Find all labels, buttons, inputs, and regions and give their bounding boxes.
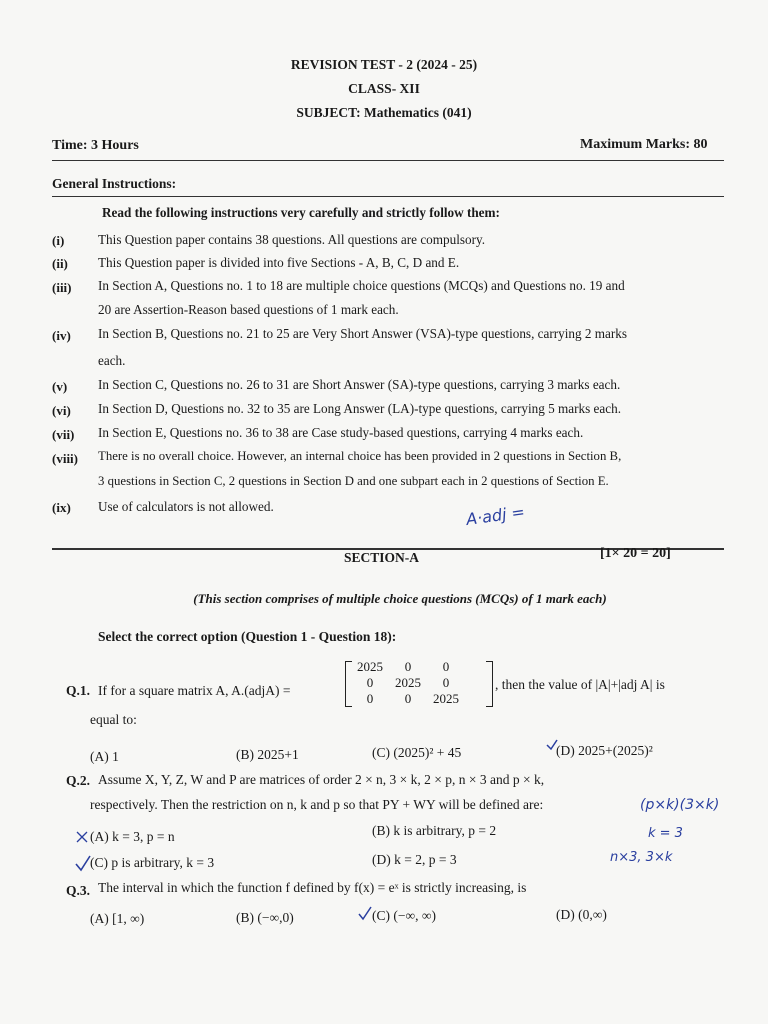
matrix-cell: 0 [404, 691, 412, 706]
handwritten-note-order: (p×k)(3×k) [640, 797, 720, 813]
option-c[interactable]: (C) (2025)² + 45 [372, 745, 462, 760]
instruction-text-cont: 3 questions in Section C, 2 questions in Section D and one subpart each in 2 questions of Section E. [98, 474, 609, 488]
tick-mark-icon [545, 738, 559, 752]
matrix-cell: 2025 [395, 675, 421, 690]
instruction-text: This Question paper is divided into five Sections - A, B, C, D and E. [98, 255, 460, 270]
handwritten-note-k: k = 3 [648, 826, 683, 841]
question-stem-line2: equal to: [90, 712, 137, 727]
option-b[interactable]: (B) (−∞,0) [236, 910, 294, 925]
section-a-marks: [1× 20 = 20] [600, 546, 671, 561]
subject-label: SUBJECT: Mathematics (041) [296, 105, 472, 120]
option-d[interactable]: (D) 2025+(2025)² [556, 743, 653, 758]
instruction-text: In Section D, Questions no. 32 to 35 are Long Answer (LA)-type questions, carrying 5 marks each. [98, 401, 621, 416]
paper-title: REVISION TEST - 2 (2024 - 25) [290, 57, 478, 72]
class-label: CLASS- XII [348, 81, 420, 96]
question-stem-line2: respectively. Then the restriction on n, k and p so that PY + WY will be defined are: [90, 797, 544, 812]
option-b[interactable]: (B) 2025+1 [236, 747, 299, 762]
question-number: Q.3. [66, 883, 91, 898]
instruction-num: (vi) [52, 403, 71, 418]
option-a[interactable]: (A) 1 [90, 749, 119, 764]
option-a[interactable]: (A) [1, ∞) [90, 911, 145, 926]
max-marks-label: Maximum Marks: 80 [580, 137, 708, 152]
instruction-text: In Section E, Questions no. 36 to 38 are Case study-based questions, carrying 4 marks each. [98, 425, 584, 440]
instruction-text-cont: each. [98, 353, 126, 368]
option-b[interactable]: (B) k is arbitrary, p = 2 [372, 823, 497, 838]
instruction-text-cont: 20 are Assertion-Reason based questions of 1 mark each. [98, 302, 399, 317]
instruction-num: (i) [52, 233, 65, 248]
instruction-text: In Section C, Questions no. 26 to 31 are Short Answer (SA)-type questions, carrying 3 marks each. [98, 377, 621, 392]
tick-mark-icon [357, 905, 373, 921]
section-a-subtitle: (This section comprises of multiple choice questions (MCQs) of 1 mark each) [193, 591, 607, 606]
option-c[interactable]: (C) (−∞, ∞) [372, 908, 436, 923]
instruction-num: (viii) [52, 451, 78, 466]
instruction-num: (ix) [52, 500, 71, 515]
matrix-right-bracket [486, 661, 493, 707]
option-d[interactable]: (D) k = 2, p = 3 [372, 852, 457, 867]
header-rule [52, 160, 724, 161]
matrix-table [351, 659, 465, 707]
instruction-text: In Section B, Questions no. 21 to 25 are Very Short Answer (VSA)-type questions, carrying 2 marks [98, 326, 628, 341]
instruction-text: In Section A, Questions no. 1 to 18 are multiple choice questions (MCQs) and Questions no. 19 and [98, 278, 625, 293]
instruction-num: (ii) [52, 256, 68, 271]
instructions-heading: General Instructions: [52, 176, 177, 191]
instructions-intro: Read the following instructions very carefully and strictly follow them: [102, 205, 500, 220]
cross-mark-icon [75, 830, 89, 844]
question-stem: Assume X, Y, Z, W and P are matrices of order 2 × n, 3 × k, 2 × p, n × 3 and p × k, [98, 772, 545, 787]
matrix-cell: 2025 [433, 691, 459, 706]
question-stem: If for a square matrix A, A.(adjA) = [98, 683, 291, 698]
instruction-text: Use of calculators is not allowed. [98, 499, 274, 514]
option-c[interactable]: (C) p is arbitrary, k = 3 [90, 855, 215, 870]
option-d[interactable]: (D) (0,∞) [556, 907, 607, 922]
instruction-num: (vii) [52, 427, 75, 442]
instruction-num: (v) [52, 379, 68, 394]
matrix-cell: 0 [366, 691, 374, 706]
instruction-num: (iv) [52, 328, 71, 343]
question-number: Q.1. [66, 683, 91, 698]
matrix-adj [345, 661, 493, 705]
instruction-num: (iii) [52, 280, 72, 295]
question-stem: The interval in which the function f defined by f(x) = eˣ is strictly increasing, is [98, 880, 527, 895]
section-a-title: SECTION-A [344, 550, 420, 565]
question-stem-after: , then the value of |A|+|adj A| is [495, 677, 665, 692]
matrix-cell: 0 [404, 659, 412, 674]
matrix-cell: 0 [442, 675, 450, 690]
section-a-select: Select the correct option (Question 1 - Question 18): [98, 629, 397, 644]
question-number: Q.2. [66, 773, 91, 788]
handwritten-note-adj: A·adj = [464, 501, 526, 530]
option-a[interactable]: (A) k = 3, p = n [90, 829, 175, 844]
tick-mark-icon [74, 854, 92, 872]
matrix-cell: 2025 [357, 659, 383, 674]
handwritten-note-n: n×3, 3×k [610, 850, 673, 865]
instructions-rule [52, 196, 724, 197]
instruction-text: There is no overall choice. However, an internal choice has been provided in 2 questions in Section B, [98, 449, 622, 463]
time-label: Time: 3 Hours [52, 138, 139, 153]
instruction-text: This Question paper contains 38 questions. All questions are compulsory. [98, 232, 486, 247]
matrix-cell: 0 [442, 659, 450, 674]
matrix-cell: 0 [366, 675, 374, 690]
